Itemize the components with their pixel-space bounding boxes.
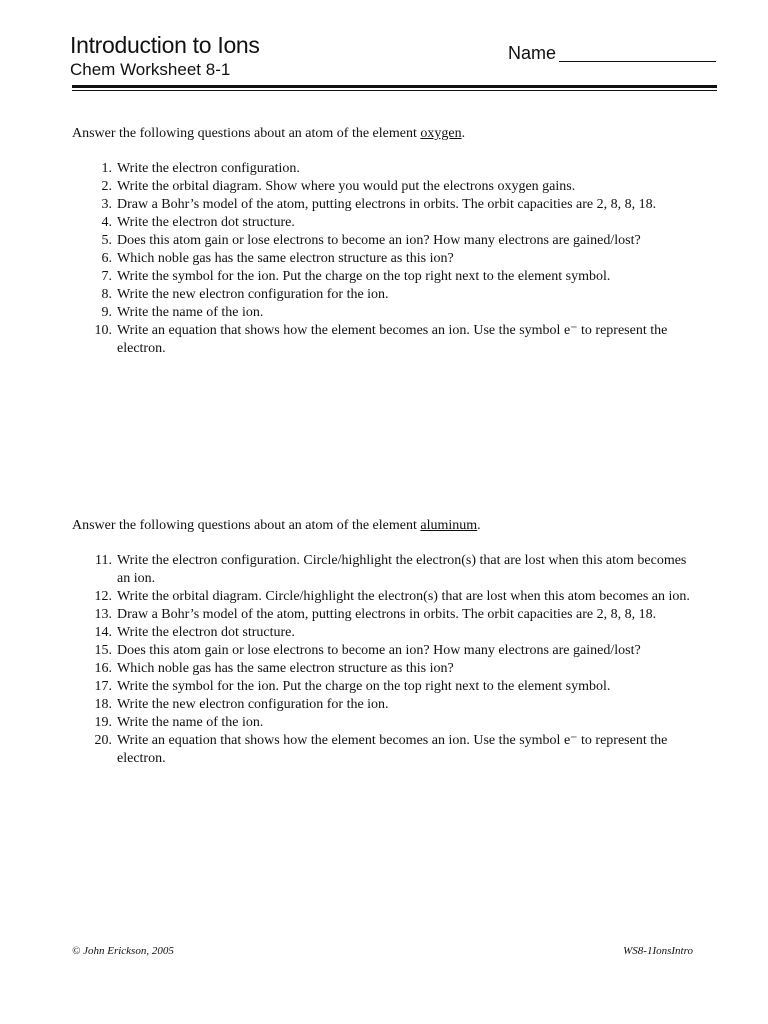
name-label: Name: [508, 43, 557, 63]
question-item: [72, 552, 702, 588]
question-item: [72, 178, 702, 196]
question-item: [72, 160, 702, 178]
question-text: Write the new electron configuration for the ion.: [117, 287, 389, 302]
question-text: Draw a Bohr’s model of the atom, putting electrons in orbits. The orbit capacities are 2, 8, 8, 18.: [117, 607, 657, 622]
question-list: [72, 552, 702, 768]
question-number: 10.: [94, 323, 112, 338]
question-number: 9.: [101, 305, 112, 320]
question-text: Write the symbol for the ion. Put the charge on the top right next to the element symbol.: [117, 269, 611, 284]
question-number: 17.: [94, 679, 112, 694]
question-item: [72, 660, 702, 678]
question-item: [72, 304, 702, 322]
element-name: aluminum: [420, 518, 478, 533]
element-name: oxygen: [420, 126, 462, 141]
question-text: Draw a Bohr’s model of the atom, putting electrons in orbits. The orbit capacities are 2, 8, 8, 18.: [117, 197, 657, 212]
intro-text: Answer the following questions about an atom of the element: [72, 518, 421, 533]
question-number: 2.: [101, 179, 112, 194]
question-item: [72, 250, 702, 268]
question-text: Write the name of the ion.: [117, 715, 264, 730]
question-number: 7.: [101, 269, 112, 284]
question-text: Which noble gas has the same electron structure as this ion?: [117, 661, 454, 676]
section-intro: [72, 517, 702, 535]
question-item: [72, 732, 702, 768]
section-intro: [72, 125, 702, 143]
question-text: Write the orbital diagram. Circle/highlight the electron(s) that are lost when this atom becomes an ion.: [117, 589, 690, 604]
footer-copyright: © John Erickson, 2005: [72, 945, 174, 957]
section-aluminum: [72, 517, 702, 768]
question-text: Write an equation that shows how the element becomes an ion. Use the symbol e⁻ to represent the electron.: [117, 323, 668, 356]
question-number: 12.: [94, 589, 112, 604]
question-text: Write the electron configuration. Circle/highlight the electron(s) that are lost when this atom becomes an ion.: [117, 553, 687, 586]
question-text: Does this atom gain or lose electrons to become an ion? How many electrons are gained/lost?: [117, 233, 641, 248]
question-item: [72, 268, 702, 286]
question-item: [72, 232, 702, 250]
question-list: [72, 160, 702, 358]
question-text: Write an equation that shows how the element becomes an ion. Use the symbol e⁻ to represent the electron.: [117, 733, 668, 766]
question-text: Write the new electron configuration for the ion.: [117, 697, 389, 712]
question-item: [72, 624, 702, 642]
question-item: [72, 322, 702, 358]
question-text: Write the electron dot structure.: [117, 625, 295, 640]
question-text: Write the name of the ion.: [117, 305, 264, 320]
question-text: Does this atom gain or lose electrons to become an ion? How many electrons are gained/lost?: [117, 643, 641, 658]
question-number: 18.: [94, 697, 112, 712]
question-text: Write the orbital diagram. Show where you would put the electrons oxygen gains.: [117, 179, 576, 194]
question-text: Write the electron configuration.: [117, 161, 300, 176]
page-title: Introduction to Ions: [70, 32, 260, 58]
question-number: 11.: [95, 553, 112, 568]
question-number: 4.: [101, 215, 112, 230]
question-item: [72, 696, 702, 714]
question-text: Write the electron dot structure.: [117, 215, 295, 230]
question-item: [72, 714, 702, 732]
header-rule-thick: [72, 85, 717, 88]
section-oxygen: [72, 125, 702, 358]
question-text: Write the symbol for the ion. Put the charge on the top right next to the element symbol.: [117, 679, 611, 694]
question-item: [72, 642, 702, 660]
intro-text: Answer the following questions about an atom of the element: [72, 126, 421, 141]
footer-code: WS8-1IonsIntro: [623, 945, 693, 957]
question-text: Which noble gas has the same electron structure as this ion?: [117, 251, 454, 266]
question-item: [72, 678, 702, 696]
question-item: [72, 214, 702, 232]
question-number: 3.: [101, 197, 112, 212]
question-number: 14.: [94, 625, 112, 640]
question-number: 5.: [101, 233, 112, 248]
question-number: 6.: [101, 251, 112, 266]
question-item: [72, 286, 702, 304]
question-number: 8.: [101, 287, 112, 302]
question-number: 13.: [94, 607, 112, 622]
name-blank-line: [559, 61, 716, 62]
question-number: 15.: [94, 643, 112, 658]
question-number: 19.: [94, 715, 112, 730]
question-number: 20.: [94, 733, 112, 748]
question-item: [72, 196, 702, 214]
question-item: [72, 588, 702, 606]
question-number: 16.: [94, 661, 112, 676]
intro-period: .: [461, 126, 466, 141]
intro-period: .: [477, 518, 481, 533]
question-item: [72, 606, 702, 624]
header-rule-thin: [72, 90, 717, 91]
page-subtitle: Chem Worksheet 8-1: [70, 60, 231, 79]
question-number: 1.: [101, 161, 112, 176]
